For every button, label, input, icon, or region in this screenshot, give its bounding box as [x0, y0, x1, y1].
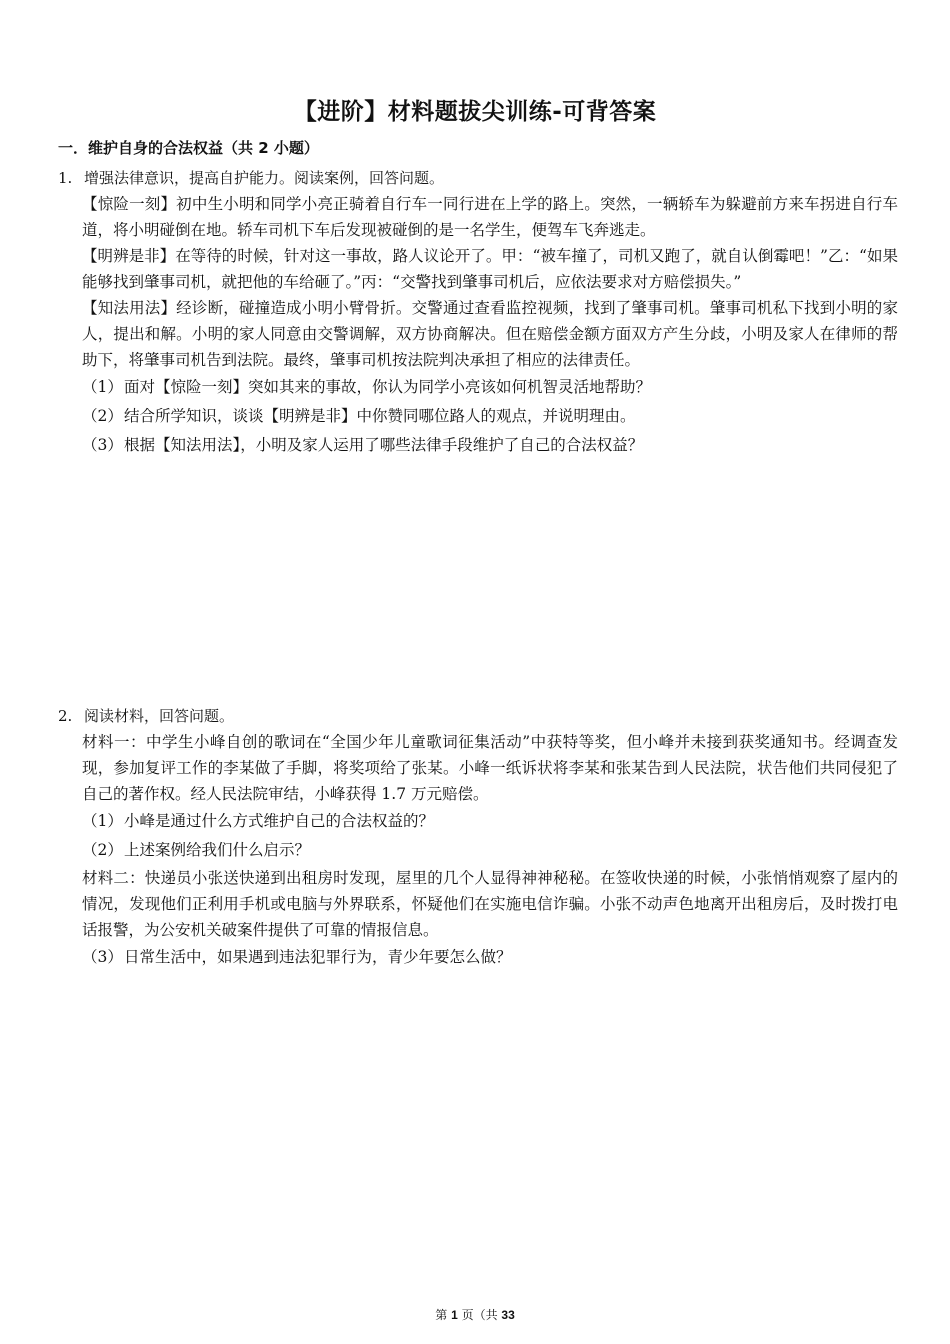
footer-page-total: 33 — [501, 1308, 515, 1322]
footer-page-number: 1 — [451, 1308, 458, 1322]
section-heading: 一．维护自身的合法权益（共 2 小题） — [58, 139, 319, 157]
page-footer — [0, 1306, 950, 1323]
material-paragraph: 材料一：中学生小峰自创的歌词在“全国少年儿童歌词征集活动”中获特等奖，但小峰并未接到获奖通知书。经调查发现，参加复评工作的李某做了手脚，将奖项给了张某。小峰一纸诉状将李某和张某告到人民法院，状告他们共同侵犯了自己的著作权。经人民法院审结，小峰获得 1.7 万元赔偿。 — [82, 733, 898, 803]
sub-question-text: 小峰是通过什么方式维护自己的合法权益的？ — [124, 812, 435, 830]
sub-question — [58, 807, 898, 836]
question-number: 1. — [58, 169, 73, 187]
question-2 — [58, 703, 898, 972]
footer-middle: 页（共 — [457, 1308, 502, 1322]
sub-question-number: （2） — [82, 841, 123, 859]
sub-question — [58, 402, 898, 431]
sub-question-text: 结合所学知识，谈谈【明辨是非】中你赞同哪位路人的观点，并说明理由。 — [124, 407, 636, 425]
sub-question-number: （3） — [82, 948, 123, 966]
sub-question — [58, 943, 898, 972]
sub-question — [58, 836, 898, 865]
sub-question-text: 日常生活中，如果遇到违法犯罪行为，青少年要怎么做？ — [124, 948, 512, 966]
material-paragraph: 材料二：快递员小张送快递到出租房时发现，屋里的几个人显得神神秘秘。在签收快递的时候，小张悄悄观察了屋内的情况，发现他们正利用手机或电脑与外界联系，怀疑他们在实施电信诈骗。小张不动声色地离开出租房后，及时拨打电话报警，为公安机关破案件提供了可靠的情报信息。 — [82, 869, 898, 939]
question-stem: 增强法律意识，提高自护能力。阅读案例，回答问题。 — [84, 169, 445, 187]
sub-question-number: （3） — [82, 436, 123, 454]
material-paragraph: 【明辨是非】在等待的时候，针对这一事故，路人议论开了。甲：“被车撞了，司机又跑了，就自认倒霉吧！”乙：“如果能够找到肇事司机，就把他的车给砸了。”丙：“交警找到肇事司机后，应依法要求对方赔偿损失。” — [82, 247, 898, 291]
question-1 — [58, 165, 898, 460]
sub-question-number: （2） — [82, 407, 123, 425]
footer-prefix: 第 — [435, 1308, 452, 1322]
question-stem: 阅读材料，回答问题。 — [84, 707, 235, 725]
material-paragraph: 【惊险一刻】初中生小明和同学小亮正骑着自行车一同行进在上学的路上。突然，一辆轿车为躲避前方来车拐进自行车道，将小明碰倒在地。轿车司机下车后发现被碰倒的是一名学生，便驾车飞奔逃走。 — [82, 195, 898, 239]
sub-question-text: 面对【惊险一刻】突如其来的事故，你认为同学小亮该如何机智灵活地帮助？ — [124, 378, 652, 396]
document-title: 【进阶】材料题拔尖训练-可背答案 — [293, 99, 657, 125]
sub-question-text: 上述案例给我们什么启示？ — [124, 841, 311, 859]
sub-question-text: 根据【知法用法】，小明及家人运用了哪些法律手段维护了自己的合法权益？ — [124, 436, 644, 454]
sub-question — [58, 431, 898, 460]
sub-question-number: （1） — [82, 812, 123, 830]
material-paragraph: 【知法用法】经诊断，碰撞造成小明小臂骨折。交警通过查看监控视频，找到了肇事司机。肇事司机私下找到小明的家人，提出和解。小明的家人同意由交警调解，双方协商解决。但在赔偿金额方面双方产生分歧，小明及家人在律师的帮助下，将肇事司机告到法院。最终，肇事司机按法院判决承担了相应的法律责任。 — [82, 299, 898, 369]
sub-question-number: （1） — [82, 378, 123, 396]
question-number: 2. — [58, 707, 73, 725]
sub-question — [58, 373, 898, 402]
